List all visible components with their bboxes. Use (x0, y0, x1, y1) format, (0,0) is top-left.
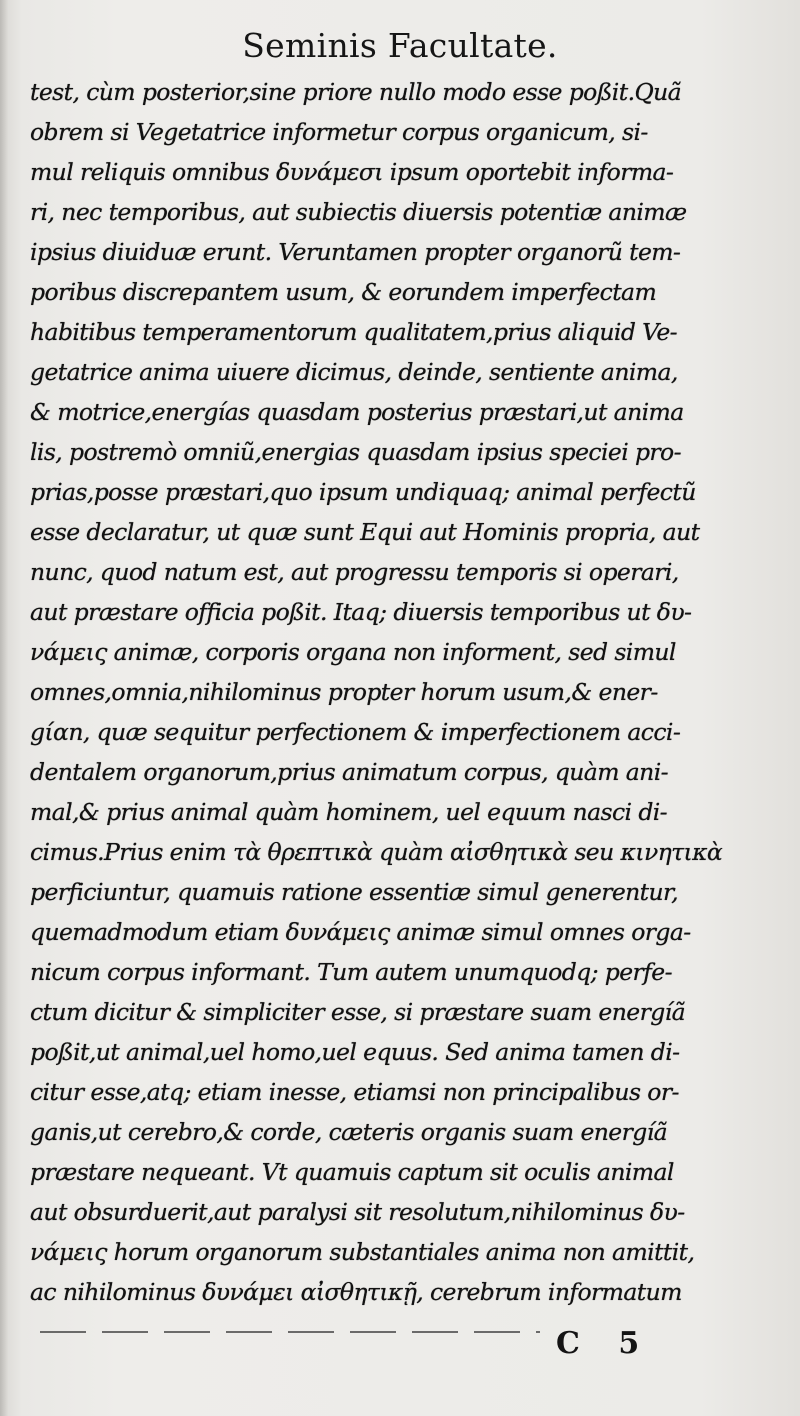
running-title: Seminis Facultate. (242, 26, 558, 65)
text-line: mul reliquis omnibus δυνάμεσι ipsum oportebit informa- (30, 158, 674, 186)
text-line: νάμεις horum organorum substantiales anima non amittit, (30, 1238, 695, 1266)
text-line: præstare nequeant. Vt quamuis captum sit oculis animal (30, 1158, 674, 1186)
text-line: aut præstare officia poßit. Itaq; diuersis temporibus ut δυ- (30, 598, 692, 626)
text-line: quemadmodum etiam δυνάμεις animæ simul omnes orga- (30, 918, 691, 946)
underline-rule (40, 1331, 540, 1333)
text-line: prias,posse præstari,quo ipsum undiquaq; animal perfectũ (30, 478, 696, 506)
text-line: omnes,omnia,nihilominus propter horum usum,& ener- (30, 678, 658, 706)
text-line: & motrice,energías quasdam posterius præstari,ut anima (30, 398, 684, 426)
text-line: mal,& prius animal quàm hominem, uel equum nasci di- (30, 798, 668, 826)
page-binding-edge (0, 0, 8, 1416)
text-line: ganis,ut cerebro,& corde, cæteris organis suam energíã (30, 1118, 668, 1146)
text-line: gίαn, quæ sequitur perfectionem & imperfectionem acci- (30, 718, 681, 746)
text-line: ctum dicitur & simpliciter esse, si præstare suam energíã (30, 998, 685, 1026)
text-line: cimus.Prius enim τὰ θρεπτικὰ quàm αἰσθητικὰ seu κινητικὰ (30, 838, 723, 866)
text-line: habitibus temperamentorum qualitatem,prius aliquid Ve- (30, 318, 677, 346)
text-line: ri, nec temporibus, aut subiectis diuersis potentiæ animæ (30, 198, 687, 226)
text-line: poribus discrepantem usum, & eorundem imperfectam (30, 278, 657, 306)
text-line: obrem si Vegetatrice informetur corpus organicum, si- (30, 118, 648, 146)
text-line: dentalem organorum,prius animatum corpus, quàm ani- (30, 758, 668, 786)
text-line: ipsius diuiduæ erunt. Veruntamen propter organorũ tem- (30, 238, 681, 266)
text-line: poßit,ut animal,uel homo,uel equus. Sed anima tamen di- (30, 1038, 680, 1066)
text-line: citur esse,atq; etiam inesse, etiamsi non principalibus or- (30, 1078, 679, 1106)
text-line: test, cùm posterior,sine priore nullo modo esse poßit.Quã (30, 78, 682, 106)
text-line: aut obsurduerit,aut paralysi sit resolutum,nihilominus δυ- (30, 1198, 685, 1226)
signature-mark: C 5 (556, 1326, 654, 1361)
text-line: perficiuntur, quamuis ratione essentiæ simul generentur, (30, 878, 678, 906)
text-line: lis, postremò omniũ,energias quasdam ipsius speciei pro- (30, 438, 681, 466)
text-line: ac nihilominus δυνάμει αἰσθητικῇ, cerebrum informatum (30, 1278, 682, 1306)
text-line: nicum corpus informant. Tum autem unumquodq; perfe- (30, 958, 672, 986)
text-line: esse declaratur, ut quæ sunt Equi aut Hominis propria, aut (30, 518, 700, 546)
text-line: getatrice anima uiuere dicimus, deinde, sentiente anima, (30, 358, 678, 386)
text-line: nunc, quod natum est, aut progressu temporis si operari, (30, 558, 679, 586)
page-body (30, 72, 770, 1312)
text-line: νάμεις animæ, corporis organa non informent, sed simul (30, 638, 676, 666)
